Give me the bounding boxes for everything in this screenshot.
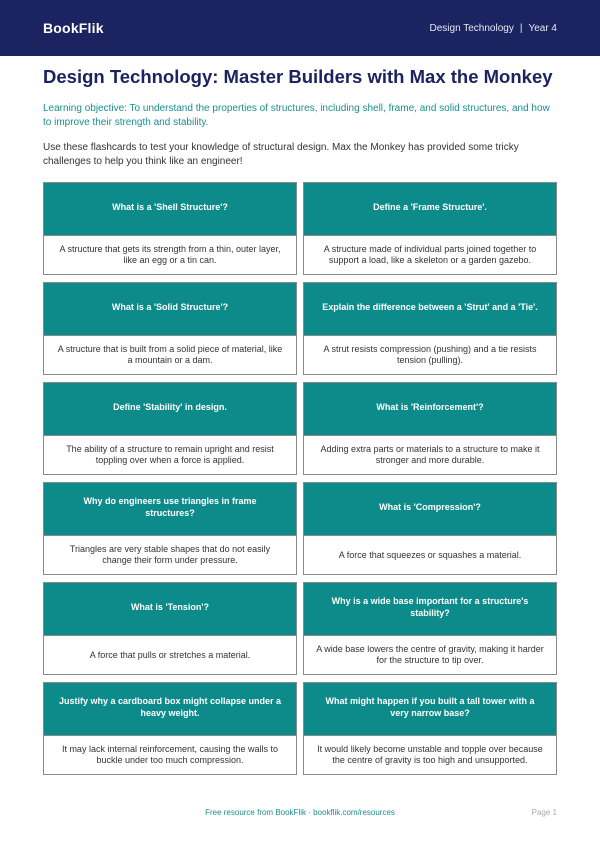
subject-info xyxy=(430,23,557,34)
flashcard-question: Justify why a cardboard box might collapse under a heavy weight. xyxy=(44,683,296,735)
year-label: Year 4 xyxy=(528,22,557,34)
flashcard[interactable] xyxy=(43,682,297,775)
brand-logo[interactable]: BookFlik xyxy=(43,20,104,36)
flashcard-question: Why do engineers use triangles in frame structures? xyxy=(44,483,296,535)
flashcard-answer: A structure made of individual parts joined together to support a load, like a skeleton or a garden gazebo. xyxy=(304,235,556,274)
intro-section xyxy=(43,64,557,169)
flashcard-answer: The ability of a structure to remain upright and resist toppling over when a force is applied. xyxy=(44,435,296,474)
flashcard[interactable] xyxy=(303,682,557,775)
flashcard-answer: A structure that is built from a solid piece of material, like a mountain or a dam. xyxy=(44,335,296,374)
flashcard-answer: A force that pulls or stretches a material. xyxy=(44,635,296,674)
flashcard[interactable] xyxy=(303,282,557,375)
flashcard-grid xyxy=(43,182,557,775)
page-title: Design Technology: Master Builders with Max the Monkey xyxy=(43,66,553,87)
flashcard-answer: A structure that gets its strength from a thin, outer layer, like an egg or a tin can. xyxy=(44,235,296,274)
flashcard-answer: Triangles are very stable shapes that do not easily change their form under pressure. xyxy=(44,535,296,574)
separator: | xyxy=(519,22,523,34)
flashcard-answer: Adding extra parts or materials to a structure to make it stronger and more durable. xyxy=(304,435,556,474)
flashcard-answer: It would likely become unstable and topple over because the centre of gravity is too high and unsupported. xyxy=(304,735,556,774)
flashcard[interactable] xyxy=(303,482,557,575)
flashcard[interactable] xyxy=(43,282,297,375)
flashcard[interactable] xyxy=(43,482,297,575)
flashcard-answer: It may lack internal reinforcement, causing the walls to buckle under too much compression. xyxy=(44,735,296,774)
flashcard[interactable] xyxy=(43,382,297,475)
flashcard[interactable] xyxy=(303,582,557,675)
subject-label: Design Technology xyxy=(429,22,514,34)
flashcard-question: What is a 'Shell Structure'? xyxy=(44,183,296,235)
flashcard-question: What is 'Compression'? xyxy=(304,483,556,535)
flashcard-question: Define a 'Frame Structure'. xyxy=(304,183,556,235)
flashcard-question: What might happen if you built a tall tower with a very narrow base? xyxy=(304,683,556,735)
flashcard-question: What is 'Reinforcement'? xyxy=(304,383,556,435)
flashcard[interactable] xyxy=(303,182,557,275)
flashcard[interactable] xyxy=(303,382,557,475)
footer-text[interactable]: Free resource from BookFlik · bookflik.com/resources xyxy=(205,808,395,817)
flashcard[interactable] xyxy=(43,582,297,675)
intro-text: Use these flashcards to test your knowledge of structural design. Max the Monkey has provided some tricky challenges to help you think like an engineer! xyxy=(43,142,519,167)
flashcard-question: Why is a wide base important for a structure's stability? xyxy=(304,583,556,635)
page-number: Page 1 xyxy=(531,808,557,817)
flashcard-answer: A force that squeezes or squashes a material. xyxy=(304,535,556,574)
flashcard-question: Define 'Stability' in design. xyxy=(44,383,296,435)
flashcard-answer: A wide base lowers the centre of gravity, making it harder for the structure to tip over. xyxy=(304,635,556,674)
learning-objective: Learning objective: To understand the properties of structures, including shell, frame, and solid structures, and how to improve their strength and stability. xyxy=(43,103,550,128)
flashcard[interactable] xyxy=(43,182,297,275)
header-bar xyxy=(0,0,600,56)
flashcard-answer: A strut resists compression (pushing) and a tie resists tension (pulling). xyxy=(304,335,556,374)
flashcard-question: What is 'Tension'? xyxy=(44,583,296,635)
flashcard-question: What is a 'Solid Structure'? xyxy=(44,283,296,335)
flashcard-question: Explain the difference between a 'Strut' and a 'Tie'. xyxy=(304,283,556,335)
